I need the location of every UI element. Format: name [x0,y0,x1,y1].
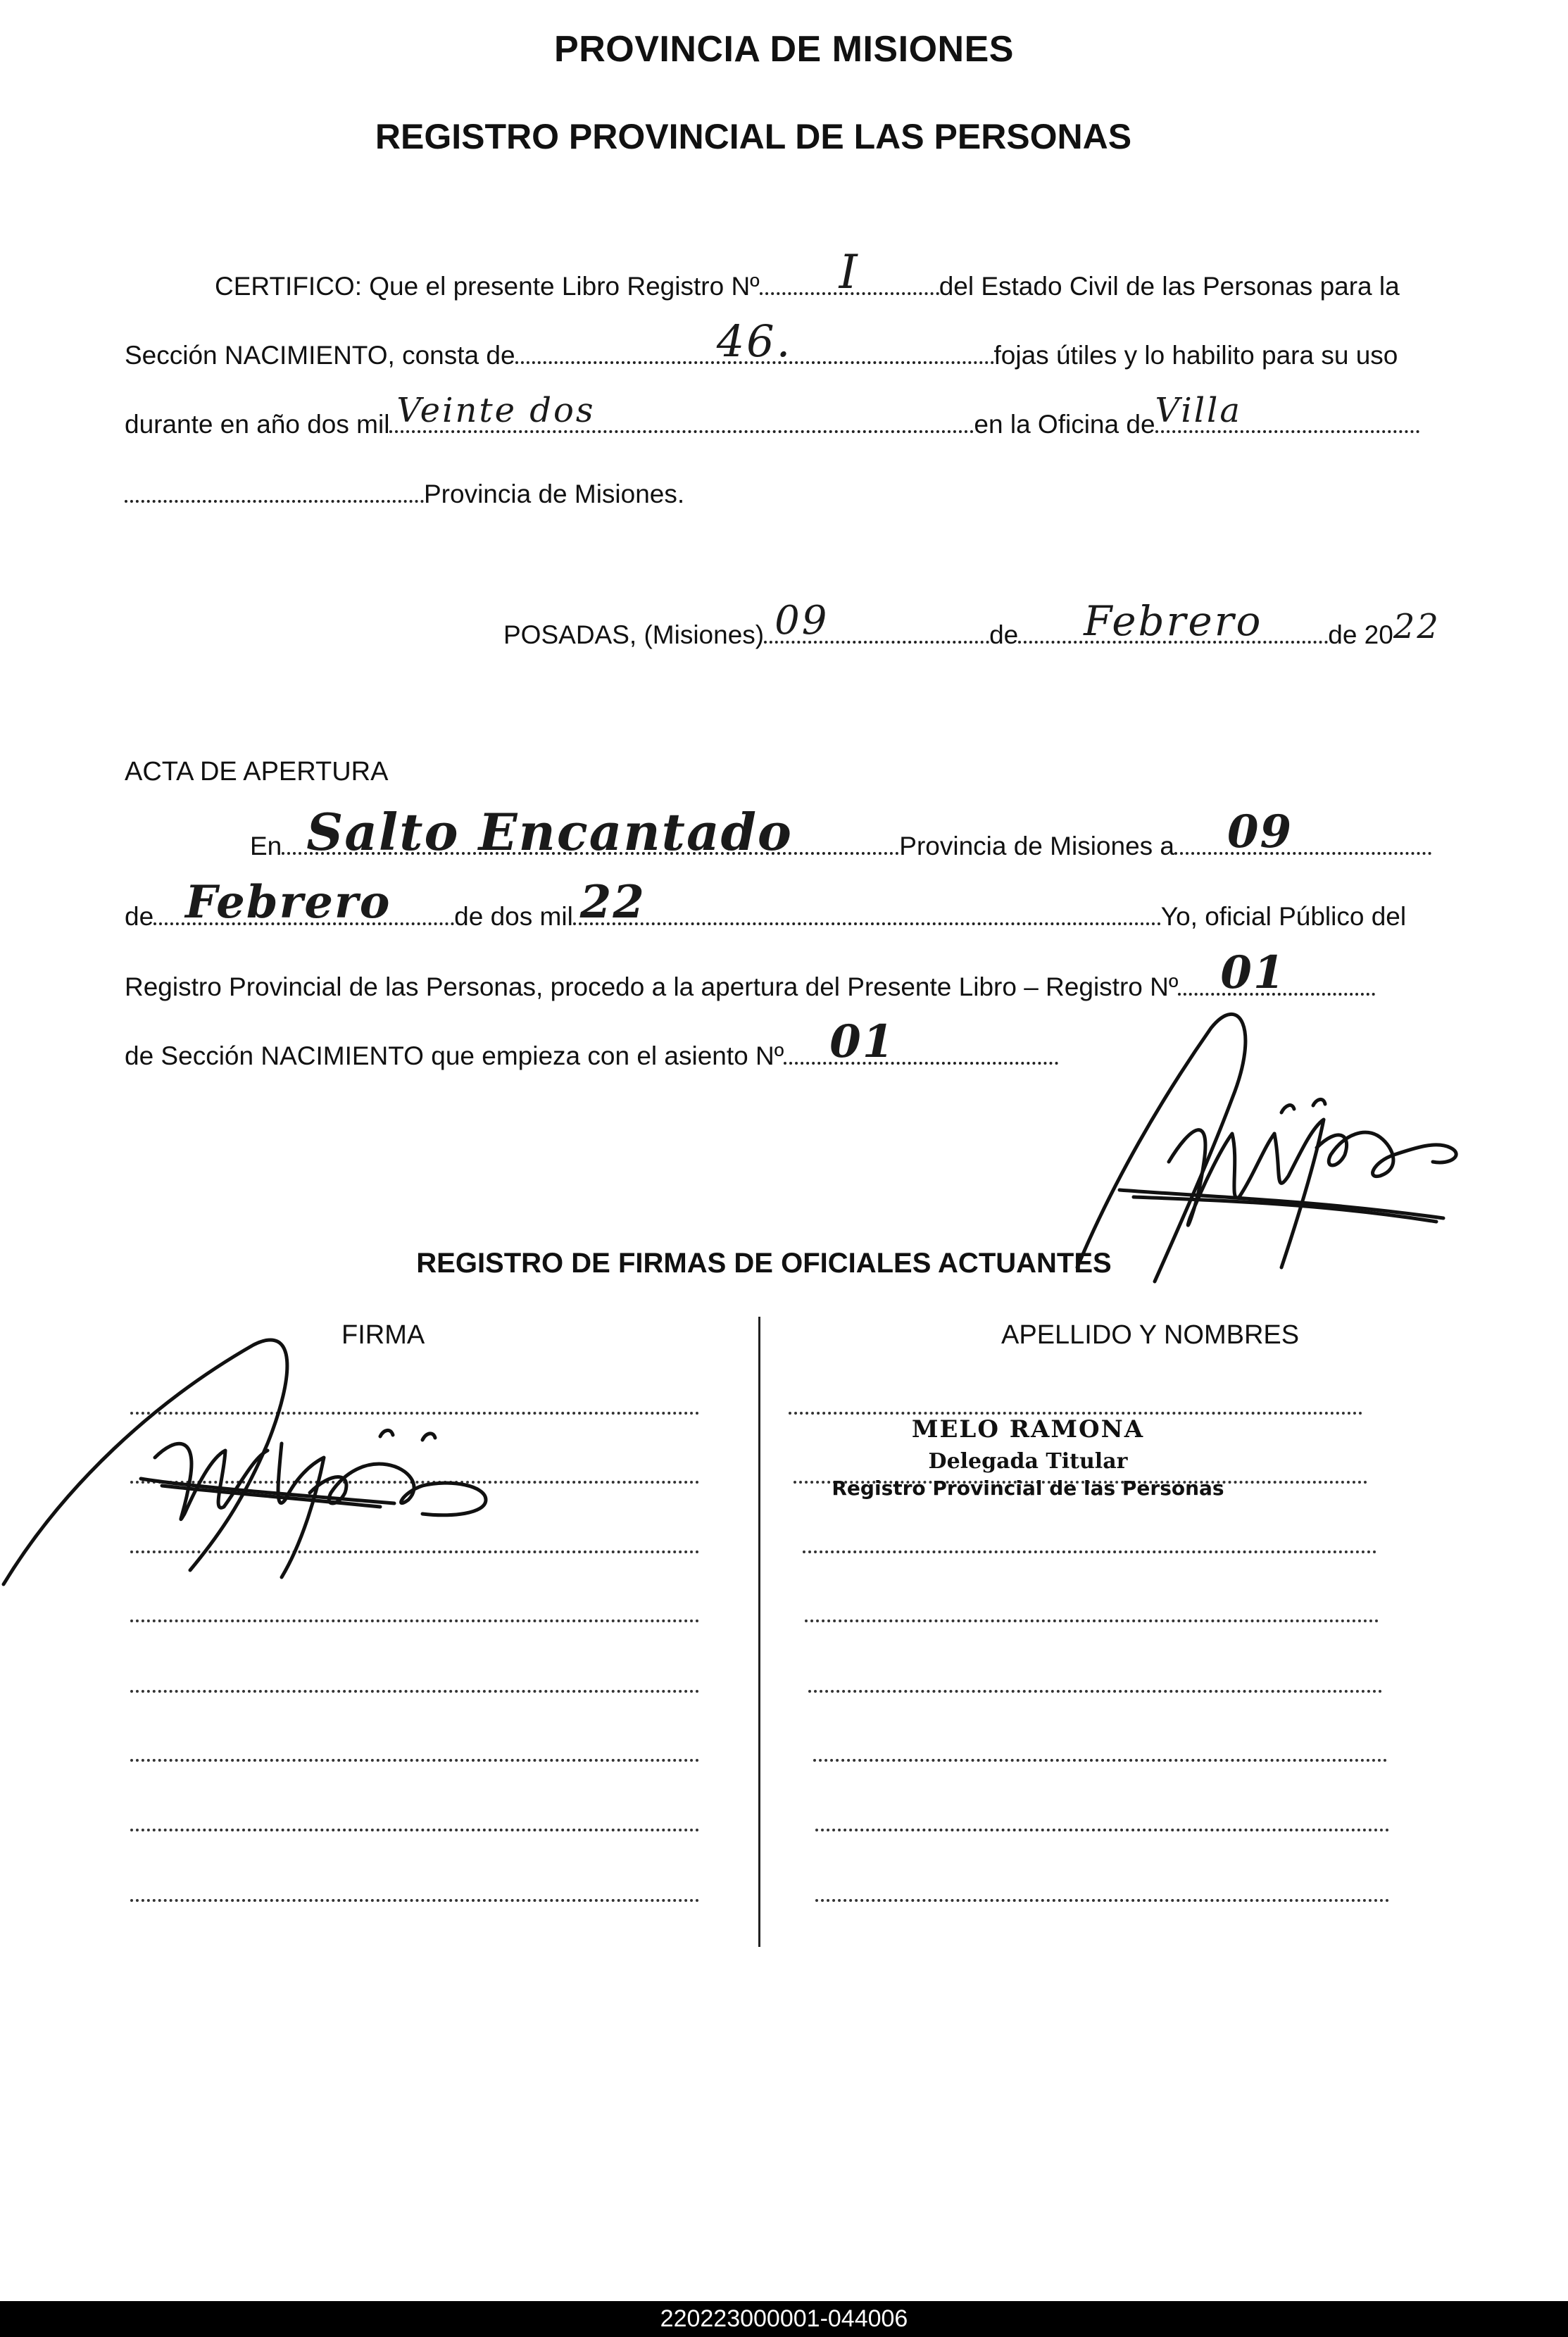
apellido-column-header: APELLIDO Y NOMBRES [1001,1320,1300,1350]
acta-place-field [282,802,899,862]
stamp-role: Delegada Titular [928,1449,1128,1474]
acta-line-3-text: Registro Provincial de las Personas, procedo a la apertura del Presente Libro – Registro Nº [125,972,1179,1001]
firma-signature [0,1317,507,1612]
acta-month-field [153,876,454,929]
nombre-line [815,1899,1389,1902]
acta-asiento-value: 01 [829,1015,896,1068]
stamp-organization: Registro Provincial de las Personas [832,1477,1224,1500]
certificate-line-2-prefix: Sección NACIMIENTO, consta de [125,341,515,370]
acta-year-value: 22 [579,876,646,929]
certificate-line-1-suffix: del Estado Civil de las Personas para la [939,272,1400,301]
oficina-continuation-field [125,479,424,503]
acta-year-field [573,876,1161,929]
nombre-line [803,1550,1376,1553]
certificate-line-3 [125,391,1419,440]
acta-registro-value: 01 [1220,946,1286,999]
nombre-line [815,1829,1389,1831]
acta-month-value: Febrero [185,876,391,929]
firma-column-header: FIRMA [341,1320,425,1350]
acta-line-4 [125,1015,1058,1072]
date-year-value: 22 [1393,607,1441,646]
date-day-field [764,598,989,644]
date-month-value: Febrero [1084,597,1263,645]
acta-asiento-field [784,1015,1058,1068]
acta-day-field [1174,806,1431,858]
year-words-value: Veinte dos [396,391,596,430]
acta-heading: ACTA DE APERTURA [125,757,389,787]
fojas-count-value: 46. [716,315,793,367]
acta-line-1-prefix: En [250,832,282,860]
date-month-field [1018,597,1328,645]
year-words-field [389,391,974,433]
fojas-count-field [515,315,994,367]
certificate-line-4-suffix: Provincia de Misiones. [424,480,685,508]
registro-number-field [760,245,939,299]
nombre-line [805,1619,1379,1622]
oficina-value: Villa [1155,391,1243,430]
certificate-line-1 [215,245,1400,302]
certificate-line-2-suffix: fojas útiles y lo habilito para su uso [993,341,1398,370]
acta-line-4-text: de Sección NACIMIENTO que empieza con el asiento Nº [125,1041,784,1070]
registro-number-value: I [839,245,860,299]
acta-place-value: Salto Encantado [306,802,793,862]
firma-line [130,1829,699,1831]
firma-line [130,1690,699,1693]
certificate-line-3-middle: en la Oficina de [974,410,1155,439]
stamp-name: MELO RAMONA [911,1415,1145,1443]
acta-line-2 [125,876,1407,932]
firma-line [130,1899,699,1902]
document-id: 220223000001-044006 [660,2305,908,2332]
date-prefix: POSADAS, (Misiones) [503,620,765,649]
acta-day-value: 09 [1227,806,1293,858]
date-de-2: de 20 [1328,620,1393,649]
page-subtitle: REGISTRO PROVINCIAL DE LAS PERSONAS [375,117,1132,156]
certificate-line-4 [125,479,684,510]
nombre-line [789,1412,1362,1415]
acta-line-1 [250,802,1431,862]
date-day-value: 09 [774,598,829,644]
date-de-1: de [989,620,1019,649]
acta-line-2-mid: de dos mil [454,902,573,931]
acta-line-2-prefix: de [125,902,154,931]
oficina-field [1155,391,1419,433]
acta-line-1-mid: Provincia de Misiones a [899,832,1175,860]
nombre-line [808,1690,1382,1693]
certificate-line-1-prefix: CERTIFICO: Que el presente Libro Registro Nº [215,272,760,301]
page-title: PROVINCIA DE MISIONES [554,29,1014,70]
firma-line [130,1619,699,1622]
certificate-line-3-prefix: durante en año dos mil [125,410,390,439]
official-stamp [817,1415,1239,1500]
acta-line-2-suffix: Yo, oficial Público del [1160,902,1407,931]
date-line [503,597,1450,651]
column-divider [758,1317,760,1947]
signatures-section-title: REGISTRO DE FIRMAS DE OFICIALES ACTUANTES [416,1248,1112,1279]
firma-line [130,1759,699,1762]
nombre-line [813,1759,1387,1762]
certificate-line-2 [125,315,1398,371]
